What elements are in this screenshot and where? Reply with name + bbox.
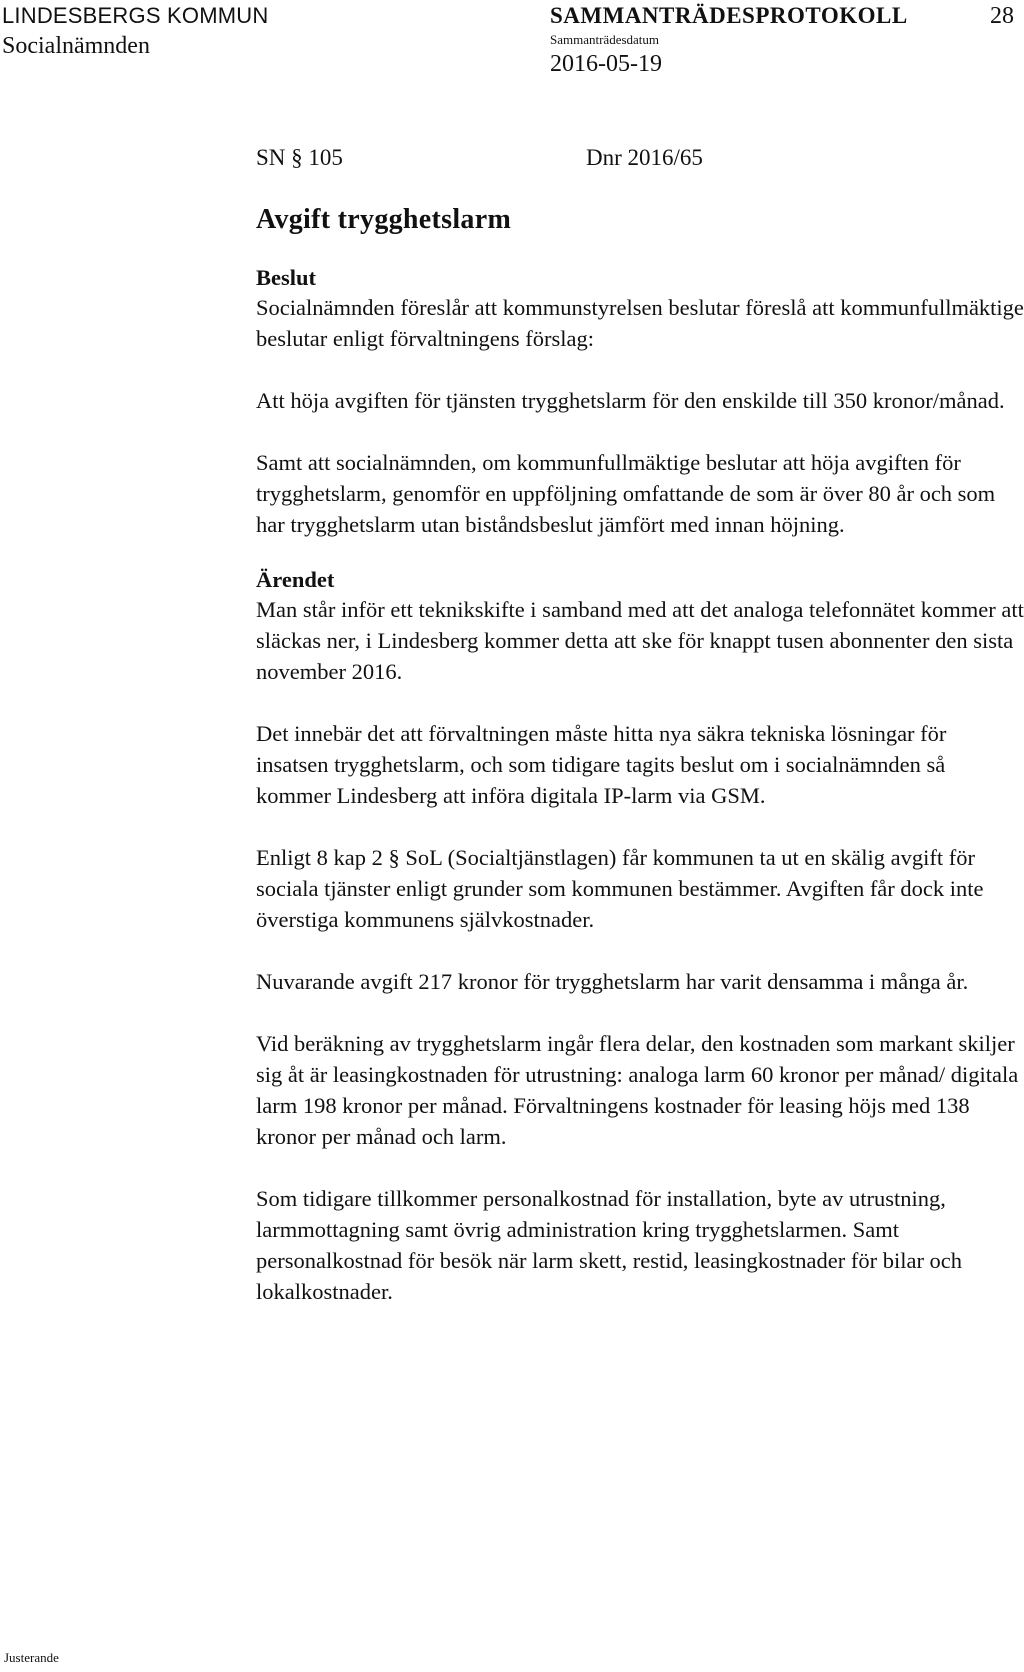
- decision-paragraph: Samt att socialnämnden, om kommunfullmäktige beslutar att höja avgiften för trygghetslarm, genomför en uppföljning omfattande de som är över 80 år och som har trygghetslarm utan biståndsbeslut jämfört med innan höjning.: [256, 450, 996, 537]
- adjuster-label: Justerande: [4, 1650, 59, 1665]
- decision-heading: Beslut: [256, 265, 317, 290]
- committee-name: Socialnämnden: [2, 33, 150, 59]
- case-title: Avgift trygghetslarm: [256, 204, 512, 235]
- matter-paragraph: Det innebär det att förvaltningen måste hitta nya säkra tekniska lösningar för insatsen trygghetslarm, och som tidigare tagits beslut om i socialnämnden så kommer Lindesberg att införa digitala IP-larm via GSM.: [256, 721, 947, 808]
- decision-paragraph: Socialnämnden föreslår att kommunstyrelsen beslutar föreslå att kommunfullmäktige beslutar enligt förvaltningens förslag:: [256, 295, 1024, 351]
- matter-paragraph: Enligt 8 kap 2 § SoL (Socialtjänstlagen) får kommunen ta ut en skälig avgift för sociala tjänster enligt grunder som kommunen bestämmer. Avgiften får dock inte överstiga kommunens självkostnader.: [256, 845, 984, 932]
- document-type: SAMMANTRÄDESPROTOKOLL: [550, 3, 908, 28]
- date-label: Sammanträdesdatum: [550, 32, 660, 47]
- paragraph-number: SN § 105: [256, 145, 343, 170]
- case-reference: [256, 142, 1024, 180]
- decision-paragraph: Att höja avgiften för tjänsten trygghetslarm för den enskilde till 350 kronor/månad.: [256, 388, 1005, 413]
- municipality-name: LINDESBERGS KOMMUN: [2, 3, 269, 28]
- meeting-date: 2016-05-19: [550, 51, 662, 77]
- matter-paragraph: Nuvarande avgift 217 kronor för trygghetslarm har varit densamma i många år.: [256, 969, 969, 994]
- protocol-body: [256, 142, 1024, 1307]
- matter-paragraph: Man står inför ett teknikskifte i samband med att det analoga telefonnätet kommer att släckas ner, i Lindesberg kommer detta att ske för knappt tusen abonnenter den sista november 2016.: [256, 597, 1024, 684]
- diary-number: Dnr 2016/65: [586, 145, 703, 170]
- matter-paragraph: Som tidigare tillkommer personalkostnad för installation, byte av utrustning, larmmottagning samt övrig administration kring trygghetslarmen. Samt personalkostnad för besök när larm skett, restid, leasingkostnader för bilar och lokalkostnader.: [256, 1186, 963, 1304]
- page-number: 28: [990, 3, 1014, 29]
- matter-heading: Ärendet: [256, 567, 335, 592]
- matter-paragraph: Vid beräkning av trygghetslarm ingår flera delar, den kostnaden som markant skiljer sig åt är leasingkostnaden för utrustning: analoga larm 60 kronor per månad/ digitala larm 198 kronor per månad. Förvaltningens kostnader för leasing höjs med 138 kronor per månad och larm.: [256, 1031, 1019, 1149]
